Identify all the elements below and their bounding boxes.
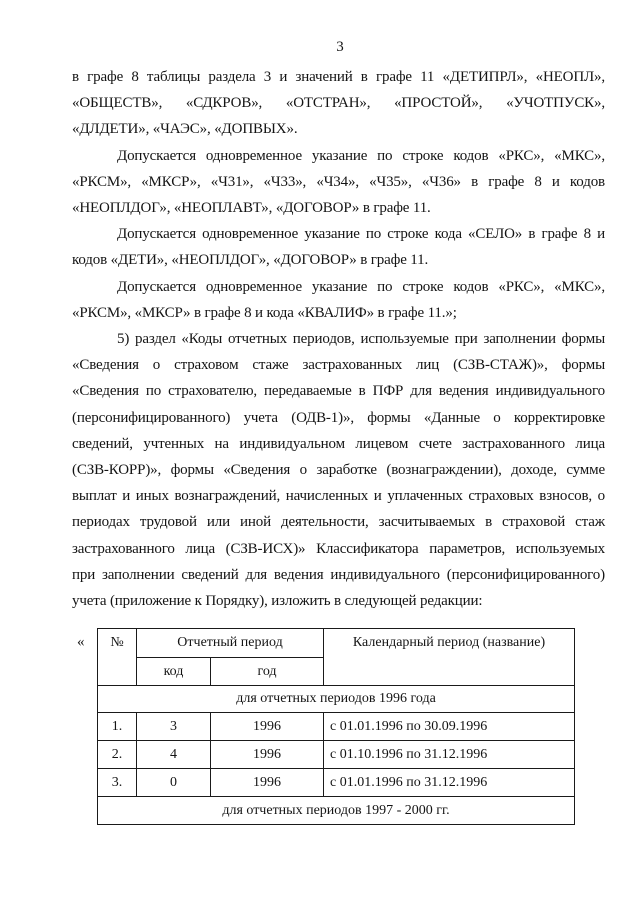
paragraph-section-5 <box>72 326 605 614</box>
row-number: 3. <box>98 769 137 797</box>
row-code: 3 <box>137 713 211 741</box>
text-line: в графе 8 таблицы раздела 3 и значений в графе 11 «ДЕТИПРЛ», «НЕОПЛ», <box>72 69 605 85</box>
row-number: 2. <box>98 741 137 769</box>
header-number: № <box>98 629 137 686</box>
header-year: год <box>211 658 324 686</box>
table-section-row <box>98 686 575 713</box>
text-line: Допускается одновременное указание по строке кода «СЕЛО» в графе 8 и <box>117 226 605 243</box>
text-line: сведений, учтенных на индивидуальном лицевом счете застрахованного лица <box>72 435 605 452</box>
text-line: Допускается одновременное указание по строке кодов «РКС», «МКС», <box>117 147 605 164</box>
text-line: «ОБЩЕСТВ», «СДКРОВ», «ОТСТРАН», «ПРОСТОЙ», «УЧОТПУСК», <box>72 95 605 112</box>
text-line: (СЗВ-КОРР)», формы «Сведения о заработке (вознаграждении), доходе, сумме <box>72 462 605 479</box>
text-line: «НЕОПЛДОГ», «НЕОПЛАВТ», «ДОГОВОР» в графе 11. <box>72 200 431 217</box>
paragraph-continuation <box>72 64 605 143</box>
page-number: 3 <box>336 39 344 55</box>
paragraph-selo-code <box>72 221 605 273</box>
text-line: выплат и иных вознаграждений, начисленных и уплаченных страховых взносов, о <box>72 488 605 505</box>
text-line: кодов «ДЕТИ», «НЕОПЛДОГ», «ДОГОВОР» в графе 11. <box>72 252 429 269</box>
table-section-row <box>98 797 575 825</box>
body-text <box>72 64 605 614</box>
paragraph-kvalif-code <box>72 274 605 326</box>
row-number: 1. <box>98 713 137 741</box>
text-line: (персонифицированного) учета (ОДВ-1)», формы «Данные о корректировке <box>72 409 605 426</box>
row-calendar-period: с 01.10.1996 по 31.12.1996 <box>324 741 575 769</box>
header-reporting-period: Отчетный период <box>137 629 324 658</box>
reporting-periods-table <box>97 628 575 825</box>
table-opening-quote: « <box>77 634 85 650</box>
section-title: для отчетных периодов 1997 - 2000 гг. <box>98 797 575 825</box>
row-year: 1996 <box>211 741 324 769</box>
text-line: периодах трудовой или иной деятельности, засчитываемых в страховой стаж <box>72 514 605 531</box>
text-line: Допускается одновременное указание по строке кодов «РКС», «МКС», <box>117 278 605 295</box>
text-line: 5) раздел «Коды отчетных периодов, используемые при заполнении формы <box>117 331 605 348</box>
row-calendar-period: с 01.01.1996 по 31.12.1996 <box>324 769 575 797</box>
section-title: для отчетных периодов 1996 года <box>98 686 575 713</box>
row-year: 1996 <box>211 769 324 797</box>
text-line: при заполнении сведений для ведения индивидуального (персонифицированного) <box>72 566 605 583</box>
header-calendar-period: Календарный период (название) <box>324 629 575 686</box>
text-line: учета (приложение к Порядку), изложить в следующей редакции: <box>72 593 483 610</box>
table-row <box>98 741 575 769</box>
paragraph-rks-mks-codes <box>72 143 605 222</box>
table-row <box>98 713 575 741</box>
text-line: «РКСМ», «МКСР» в графе 8 и кода «КВАЛИФ» в графе 11.»; <box>72 304 457 321</box>
text-line: «ДЛДЕТИ», «ЧАЭС», «ДОПВЫХ». <box>72 121 298 138</box>
text-line: «РКСМ», «МКСР», «Ч31», «Ч33», «Ч34», «Ч35», «Ч36» в графе 8 и кодов <box>72 173 605 190</box>
table-row <box>98 769 575 797</box>
header-code: код <box>137 658 211 686</box>
text-line: застрахованного лица (СЗВ-ИСХ)» Классификатора параметров, используемых <box>72 540 605 557</box>
row-year: 1996 <box>211 713 324 741</box>
table-header-row <box>98 629 575 658</box>
row-calendar-period: с 01.01.1996 по 30.09.1996 <box>324 713 575 741</box>
text-line: «Сведения по страхователю, передаваемые в ПФР для ведения индивидуального <box>72 383 605 400</box>
text-line: «Сведения о страховом стаже застрахованных лиц (СЗВ-СТАЖ)», формы <box>72 357 605 374</box>
row-code: 4 <box>137 741 211 769</box>
row-code: 0 <box>137 769 211 797</box>
